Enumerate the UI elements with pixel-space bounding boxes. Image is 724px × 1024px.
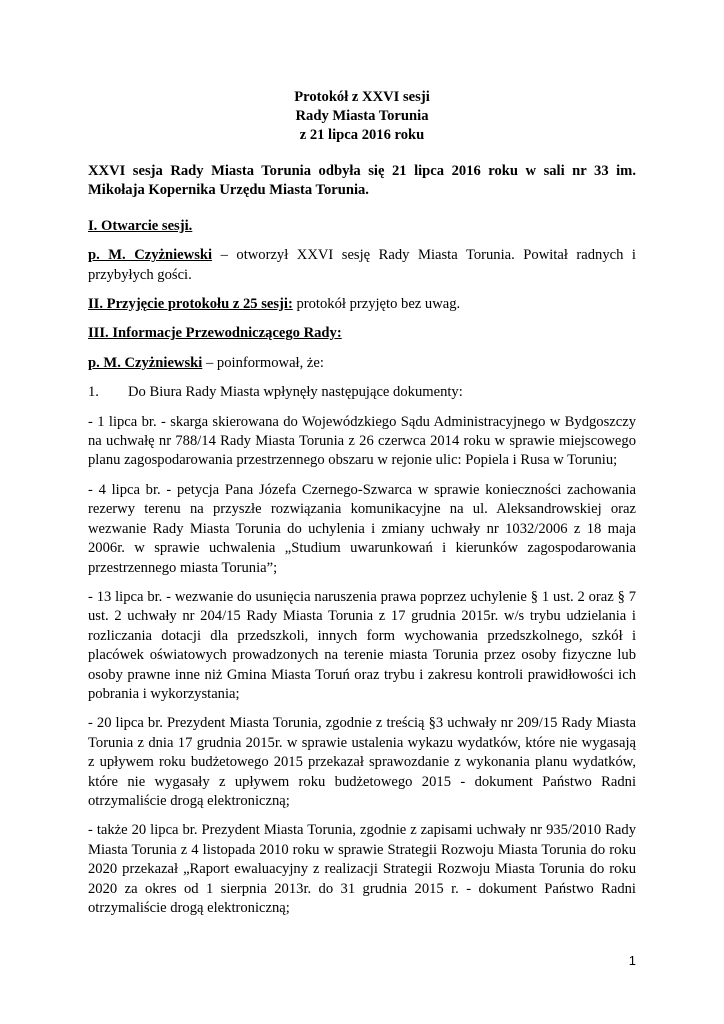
item-number: 1. (88, 384, 99, 401)
document-entry: - 20 lipca br. Prezydent Miasta Torunia, zgodnie z treścią §3 uchwały nr 209/15 Rady Miasta Torunia z dnia 17 grudnia 2015r. w sprawie ustalenia wykazu wydatków, które nie wygasają z upływem roku budżetowego 2015 przekazał sprawozdanie z wykonania planu wydatków, które nie wygasały z upływem roku budżetowego 2015 - dokument Państwo Radni otrzymaliście drogą elektroniczną; (88, 715, 636, 809)
section-1-text: – otworzył XXVI sesję Rady Miasta Torunia. Powitał radnych i przybyłych gości. (88, 247, 636, 283)
title-line-1: Protokół z XXVI sesji (294, 89, 430, 105)
document-entry: - także 20 lipca br. Prezydent Miasta Torunia, zgodnie z zapisami uchwały nr 935/2010 Rady Miasta Torunia z 4 listopada 2010 roku w sprawie Strategii Rozwoju Miasta Torunia do roku 2020 przekazał „Raport ewaluacyjny z realizacji Strategii Rozwoju Miasta Torunia do roku 2020 za okres od 1 sierpnia 2013r. do 31 grudnia 2015 r. - dokument Państwo Radni otrzymaliście drogą elektroniczną; (88, 822, 636, 916)
document-entry: - 4 lipca br. - petycja Pana Józefa Czernego-Szwarca w sprawie konieczności zachowania rezerwy terenu na przyszłe rozwiązania komunikacyjne na ul. Aleksandrowskiej oraz wezwanie Rady Miasta Torunia do uchylenia i zmiany uchwały nr 1032/2006 z 18 maja 2006r. w sprawie uchwalenia „Studium uwarunkowań i kierunków zagospodarowania przestrzennego miasta Torunia”; (88, 481, 636, 576)
section-3-item (88, 383, 636, 402)
document-entry: - 1 lipca br. - skarga skierowana do Wojewódzkiego Sądu Administracyjnego w Bydgoszczy na uchwałę nr 788/14 Rady Miasta Torunia z 26 czerwca 2014 roku w sprawie miejscowego planu zagospodarowania przestrzennego obszaru w rejonie ulic: Popiela i Rusa w Toruniu; (88, 413, 636, 469)
page-number: 1 (628, 953, 636, 968)
section-1-heading-text: I. Otwarcie sesji. (88, 217, 193, 234)
title-line-3: z 21 lipca 2016 roku (299, 127, 425, 143)
section-3-speaker-text: – poinformował, że: (202, 354, 324, 371)
section-2-text: protokół przyjęto bez uwag. (292, 296, 461, 313)
section-3-heading-text: III. Informacje Przewodniczącego Rady: (88, 325, 342, 342)
section-3-heading (88, 324, 636, 343)
section-2-heading: II. Przyjęcie protokołu z 25 sesji: (88, 296, 293, 313)
title-line-2: Rady Miasta Torunia (295, 108, 429, 124)
intro-paragraph: XXVI sesja Rady Miasta Torunia odbyła się 21 lipca 2016 roku w sali nr 33 im. Mikołaja Kopernika Urzędu Miasta Torunia. (88, 163, 636, 199)
item-text: Do Biura Rady Miasta wpłynęły następujące dokumenty: (128, 384, 463, 401)
section-3-speaker-paragraph (88, 354, 636, 373)
section-1-heading (88, 217, 636, 236)
document-title (0, 88, 724, 145)
document-body (88, 162, 636, 928)
section-3-speaker: p. M. Czyżniewski (88, 354, 203, 371)
section-1-paragraph (88, 246, 636, 285)
section-2-paragraph (88, 295, 636, 314)
section-1-speaker: p. M. Czyżniewski (88, 247, 213, 264)
document-entry: - 13 lipca br. - wezwanie do usunięcia naruszenia prawa poprzez uchylenie § 1 ust. 2 oraz § 7 ust. 2 uchwały nr 204/15 Rady Miasta Torunia z 17 grudnia 2015r. w/s trybu udzielania i rozliczania dotacji dla przedszkoli, innych form wychowania przedszkolnego, szkół i placówek oświatowych prowadzonych na terenie miasta Torunia przez osoby fizyczne lub osoby prawne inne niż Gmina Miasta Toruń oraz trybu i zakresu kontroli prawidłowości ich pobrania i wykorzystania; (88, 588, 636, 702)
